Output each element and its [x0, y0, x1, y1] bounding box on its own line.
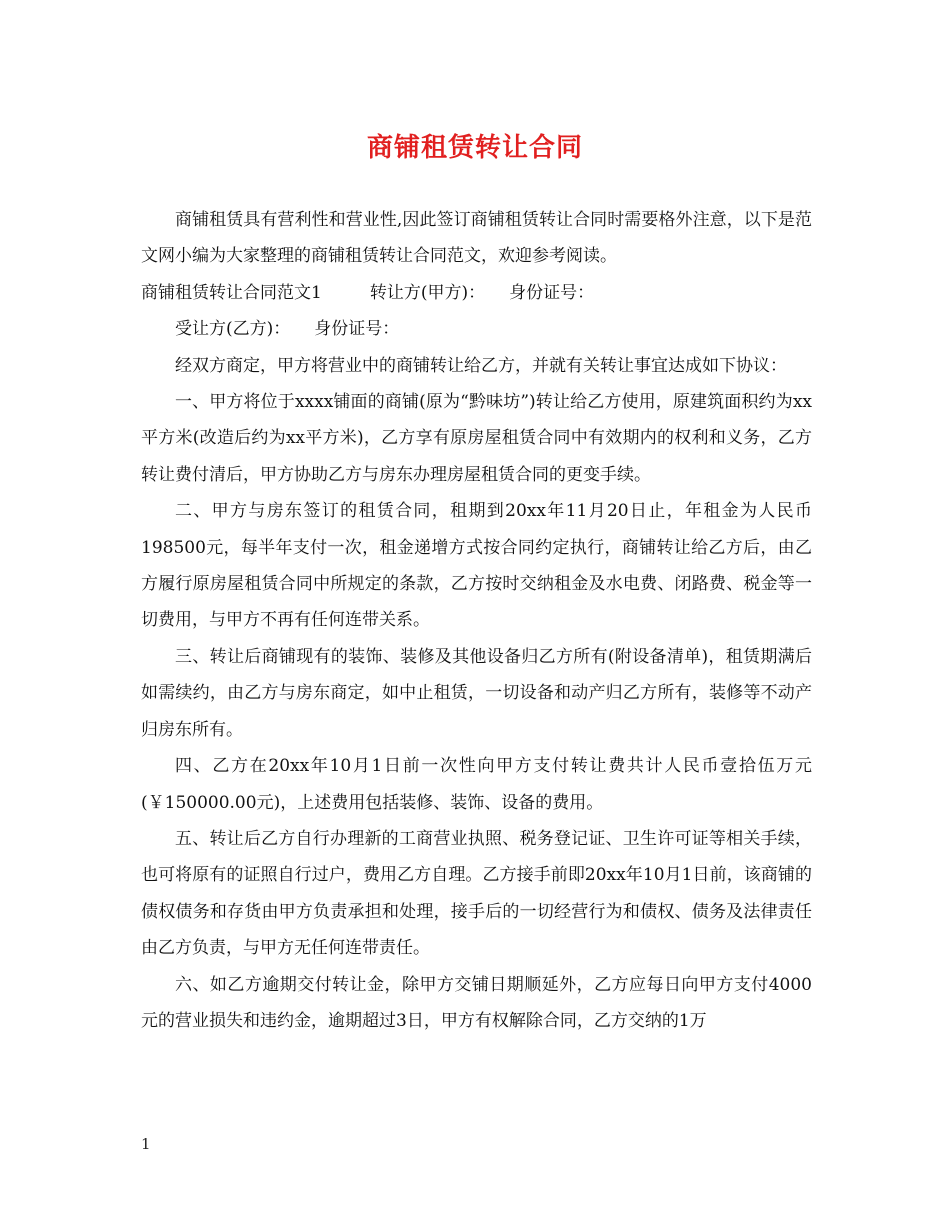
intro-paragraph: 商铺租赁具有营利性和营业性,因此签订商铺租赁转让合同时需要格外注意，以下是范文网小编为大家整理的商铺租赁转让合同范文，欢迎参考阅读。 — [141, 210, 812, 267]
clause-6: 六、如乙方逾期交付转让金，除甲方交铺日期顺延外，乙方应每日向甲方支付4000元的营业损失和违约金，逾期超过3日，甲方有权解除合同，乙方交纳的1万 — [141, 974, 812, 1031]
clause-5: 五、转让后乙方自行办理新的工商营业执照、税务登记证、卫生许可证等相关手续，也可将原有的证照自行过户，费用乙方自理。乙方接手前即20xx年10月1日前，该商铺的债权债务和存货由甲方负责承担和处理，接手后的一切经营行为和债权、债务及法律责任由乙方负责，与甲方无任何连带责任。 — [141, 828, 812, 959]
clause-2: 二、甲方与房东签订的租赁合同，租期到20xx年11月20日止，年租金为人民币198500元，每半年支付一次，租金递增方式按合同约定执行，商铺转让给乙方后，由乙方履行原房屋租赁合同中所规定的条款，乙方按时交纳租金及水电费、闭路费、税金等一切费用，与甲方不再有任何连带关系。 — [141, 501, 812, 631]
page-number: 1 — [141, 1135, 151, 1153]
clause-3: 三、转让后商铺现有的装饰、装修及其他设备归乙方所有(附设备清单)，租赁期满后如需续约，由乙方与房东商定，如中止租赁，一切设备和动产归乙方所有，装修等不动产归房东所有。 — [141, 646, 812, 740]
transferor-label: 转让方(甲方)： — [369, 282, 486, 303]
transferee-id-label: 身份证号： — [314, 319, 400, 340]
clause-4: 四、乙方在20xx年10月1日前一次性向甲方支付转让费共计人民币壹拾伍万元(￥150000.00元)，上述费用包括装修、装饰、设备的费用。 — [141, 756, 812, 813]
transferee-label: 受让方(乙方)： — [175, 319, 291, 340]
party-b-line — [141, 311, 812, 347]
sample-heading: 商铺租赁转让合同范文1 — [141, 282, 322, 303]
clause-1: 一、甲方将位于xxxx铺面的商铺(原为“黔味坊”)转让给乙方使用，原建筑面积约为xx平方米(改造后约为xx平方米)，乙方享有原房屋租赁合同中有效期内的权利和义务，乙方转让费付清后，甲方协助乙方与房东办理房屋租赁合同的更变手续。 — [141, 392, 812, 485]
document-body — [141, 202, 812, 1039]
agreement-paragraph: 经双方商定，甲方将营业中的商铺转让给乙方，并就有关转让事宜达成如下协议： — [175, 355, 787, 376]
party-a-line — [141, 275, 812, 311]
transferor-id-label: 身份证号： — [509, 282, 595, 303]
document-title: 商铺租赁转让合同 — [366, 133, 583, 163]
